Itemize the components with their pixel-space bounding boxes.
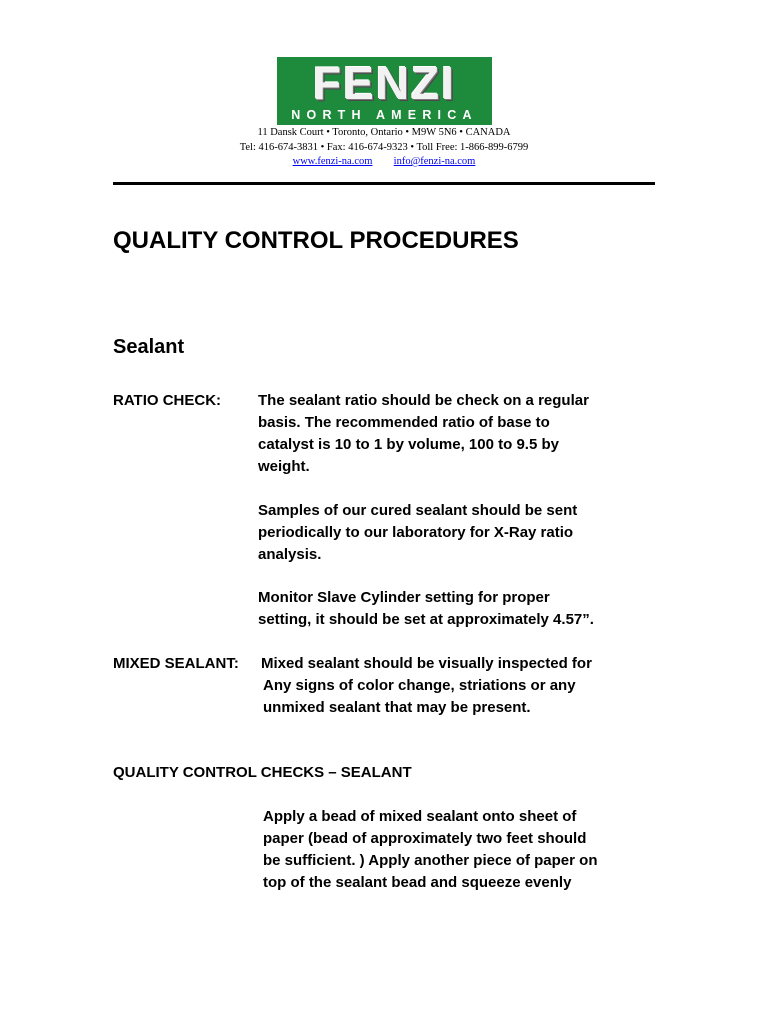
mixed-sealant-line: Mixed sealant should be visually inspected for [261,655,592,672]
mixed-sealant-line: unmixed sealant that may be present. [263,699,531,716]
logo-wordmark: FENZI [313,57,456,109]
ratio-check-line: basis. The recommended ratio of base to [258,414,550,431]
slave-cylinder-line: setting, it should be set at approximately 4.57”. [258,611,594,628]
mixed-sealant-label: MIXED SEALANT: [113,655,239,672]
qc-checks-line: top of the sealant bead and squeeze evenly [263,874,572,891]
logo-subtitle: NORTH AMERICA [291,108,478,122]
section-title: Sealant [113,336,185,358]
ratio-check-line: The sealant ratio should be check on a regular [258,392,589,409]
slave-cylinder-line: Monitor Slave Cylinder setting for proper [258,589,550,606]
qc-checks-line: Apply a bead of mixed sealant onto sheet of [263,808,577,825]
mixed-sealant-line: Any signs of color change, striations or any [263,677,576,694]
qc-checks-line: be sufficient. ) Apply another piece of paper on [263,852,598,869]
ratio-check-line: catalyst is 10 to 1 by volume, 100 to 9.5 by [258,436,559,453]
email-link[interactable]: info@fenzi-na.com [393,156,476,167]
qc-checks-line: paper (bead of approximately two feet should [263,830,587,847]
qc-checks-heading: QUALITY CONTROL CHECKS – SEALANT [113,764,412,781]
samples-line: periodically to our laboratory for X-Ray ratio [258,524,574,541]
samples-line: Samples of our cured sealant should be sent [258,502,578,519]
address-line: 11 Dansk Court • Toronto, Ontario • M9W 5N6 • CANADA [257,127,511,138]
website-link[interactable]: www.fenzi-na.com [292,156,373,167]
header-divider [113,182,655,185]
contact-line: Tel: 416-674-3831 • Fax: 416-674-9323 • Toll Free: 1-866-899-6799 [239,142,529,153]
samples-line: analysis. [258,546,322,563]
web-email-line [0,155,768,169]
ratio-check-label: RATIO CHECK: [113,392,222,409]
ratio-check-line: weight. [258,458,310,475]
page-title: QUALITY CONTROL PROCEDURES [113,227,519,254]
fenzi-logo [277,57,492,125]
